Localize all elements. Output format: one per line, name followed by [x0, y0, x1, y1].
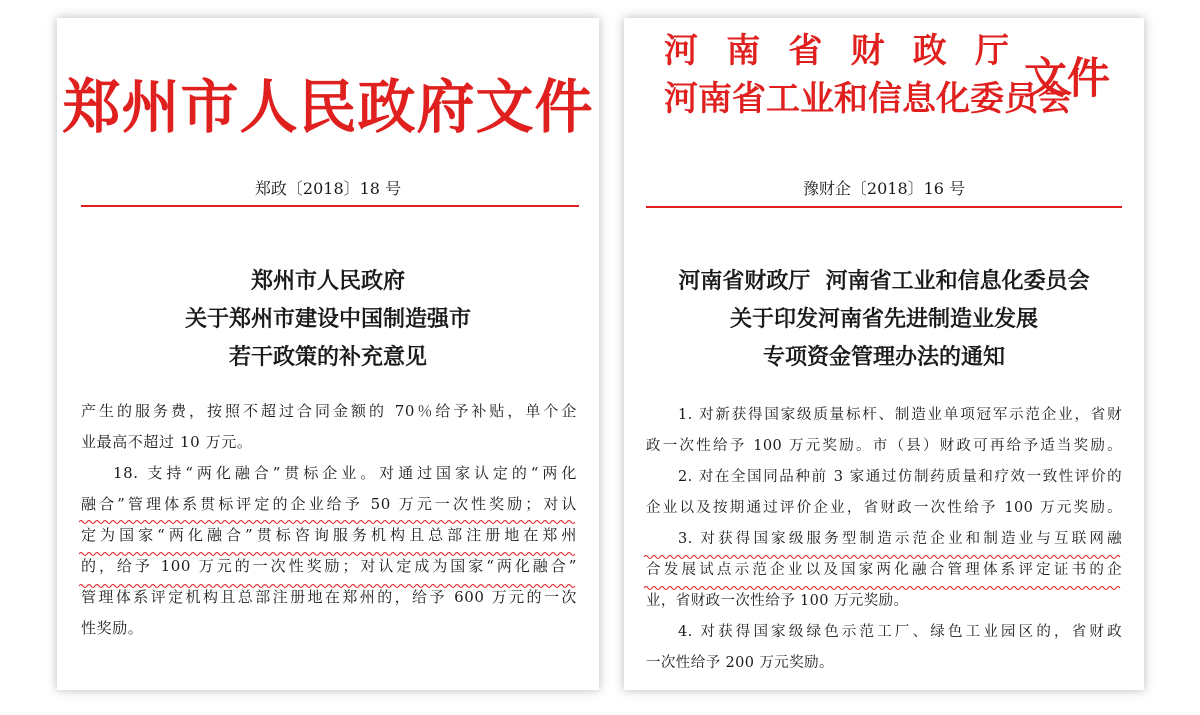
right-body-line-9: 一次性给予 200 万元奖励。: [646, 655, 834, 671]
right-body-line-6: 合发展试点示范企业以及国家两化融合管理体系评定证书的企: [646, 562, 1122, 578]
left-title-line-1: 郑州市人民政府: [250, 268, 405, 294]
left-doc-number: 郑政〔2018〕18 号: [254, 179, 402, 198]
right-body-line-3: 2. 对在全国同品种前 3 家通过仿制药质量和疗效一致性评价的: [678, 469, 1122, 485]
right-doc-header-line-2: 河南省工业和信息化委员会: [664, 79, 1072, 119]
left-body-line-5: 定为国家“两化融合”贯标咨询服务机构且总部注册地在郑州: [81, 526, 577, 544]
right-body-line-1: 1. 对新获得国家级质量标杆、制造业单项冠军示范企业，省财: [678, 407, 1122, 423]
left-body-line-7: 管理体系评定机构且总部注册地在郑州的，给予 600 万元的一次: [81, 588, 577, 606]
left-doc-title: [57, 262, 599, 376]
left-body-line-3: 18. 支持“两化融合”贯标企业。对通过国家认定的“两化: [113, 464, 577, 482]
right-doc-red-rule: [646, 206, 1122, 208]
right-doc-title: [624, 262, 1144, 376]
right-title-line-1: 河南省财政厅 河南省工业和信息化委员会: [678, 268, 1090, 294]
left-wavy-underline-2: [79, 551, 577, 557]
right-body-line-4: 企业以及按期通过评价企业，省财政一次性给予 100 万元奖励。: [646, 500, 1122, 516]
right-title-line-2: 关于印发河南省先进制造业发展: [729, 306, 1038, 332]
right-body-line-8: 4. 对获得国家级绿色示范工厂、绿色工业园区的，省财政: [678, 624, 1122, 640]
left-body-line-6: 的，给予 100 万元的一次性奖励；对认定成为国家“两化融合”: [81, 557, 577, 575]
left-wavy-underline-1: [79, 519, 577, 525]
left-body-line-4: 融合”管理体系贯标评定的企业给予 50 万元一次性奖励；对认: [81, 495, 577, 513]
right-doc-number: 豫财企〔2018〕16 号: [802, 179, 966, 198]
right-body-line-2: 政一次性给予 100 万元奖励。市（县）财政可再给予适当奖励。: [646, 438, 1122, 454]
right-doc-header-suffix: 文件: [1024, 54, 1110, 104]
left-body-line-2: 业最高不超过 10 万元。: [81, 433, 253, 451]
right-wavy-underline-1: [644, 554, 1122, 560]
left-title-line-2: 关于郑州市建设中国制造强市: [184, 306, 471, 332]
right-title-line-3: 专项资金管理办法的通知: [762, 344, 1005, 370]
left-body-line-1: 产生的服务费，按照不超过合同金额的 70％给予补贴，单个企: [81, 402, 577, 420]
left-body-line-8: 性奖励。: [81, 619, 144, 637]
left-doc-header: 郑州市人民政府文件: [62, 73, 594, 141]
right-doc-header-line-1: 河南省财政厅: [664, 31, 1009, 71]
right-doc-body: [646, 400, 1122, 679]
right-document-page: [624, 18, 1144, 690]
left-doc-red-rule: [81, 205, 579, 207]
right-body-line-5: 3. 对获得国家级服务型制造示范企业和制造业与互联网融: [678, 531, 1122, 547]
right-wavy-underline-2: [644, 585, 1122, 591]
right-body-line-7: 业，省财政一次性给予 100 万元奖励。: [646, 593, 909, 609]
left-wavy-underline-3: [79, 583, 577, 589]
left-title-line-3: 若干政策的补充意见: [228, 344, 427, 370]
left-document-page: [57, 18, 599, 690]
